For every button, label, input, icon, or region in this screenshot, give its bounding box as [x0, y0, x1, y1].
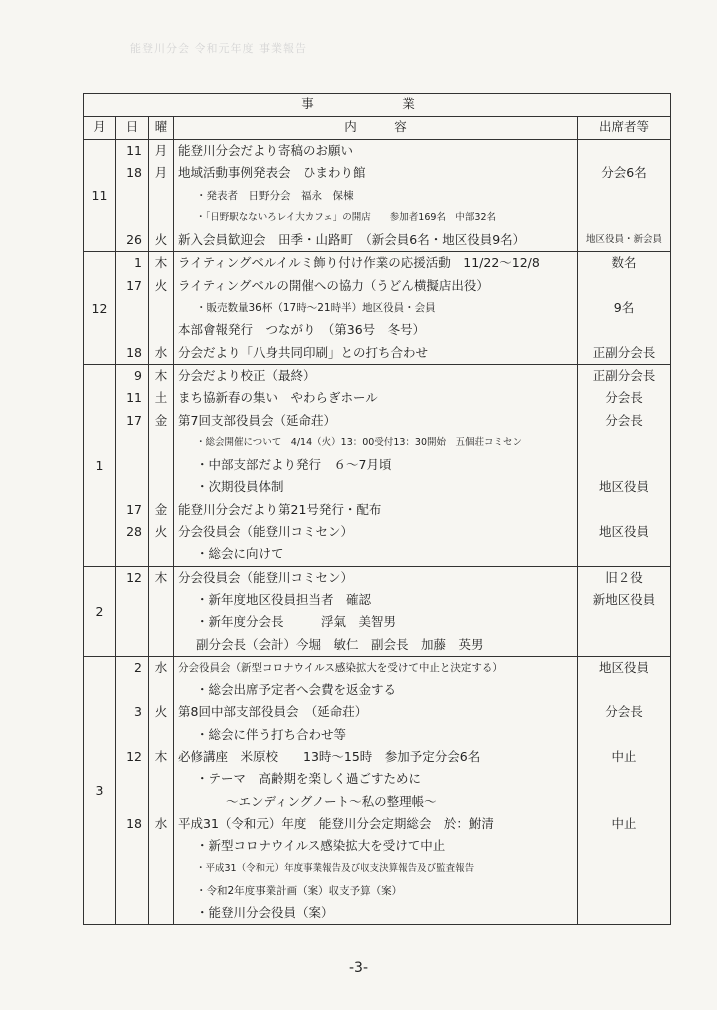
attendees: 中止 [611, 749, 637, 765]
weekday [149, 319, 173, 341]
section-mar [84, 656, 671, 925]
day: 28 [126, 524, 142, 540]
weekday [149, 185, 173, 207]
day: 11 [126, 143, 142, 158]
day: 18 [126, 165, 142, 181]
day [116, 724, 148, 746]
day: 11 [126, 390, 142, 406]
content-line: 第7回支部役員会（延命荘） [178, 412, 336, 428]
attendees: 分会長 [605, 390, 643, 406]
day: 12 [126, 569, 142, 585]
header-attendees: 出席者等 [578, 117, 671, 140]
content-line: ・平成31（令和元）年度事業報告及び収支決算報告及び監査報告 [196, 862, 475, 874]
day: 2 [134, 659, 142, 675]
attendees [578, 768, 670, 790]
attendees [578, 791, 670, 813]
content-line: 分会役員会（能登川コミセン） [178, 524, 354, 540]
month-cell: 3 [84, 656, 116, 925]
day [116, 454, 148, 476]
content-line: ・新年度地区役員担当者 確認 [196, 591, 372, 607]
content-line: 分会役員会（新型コロナウイルス感染拡大を受けて中止と決定する） [178, 661, 503, 674]
attendees [578, 319, 670, 341]
attendees [578, 454, 670, 476]
content-line: ・テーマ 高齢期を楽しく過ごすために [196, 771, 422, 787]
weekday: 月 [154, 143, 168, 158]
content-line: ・令和2年度事業計画（案）収支予算（案） [196, 884, 403, 897]
day: 17 [126, 277, 142, 293]
attendees: 正副分会長 [592, 367, 656, 383]
weekday-cell [149, 656, 174, 925]
attendees: 数名 [611, 255, 637, 271]
header-content: 内 容 [174, 117, 578, 140]
day [116, 791, 148, 813]
weekday [149, 476, 173, 498]
weekday: 水 [154, 344, 168, 360]
weekday [149, 634, 173, 656]
content-line: ・総会開催について 4/14（火）13：00受付13：30開始 五個荘コミセン [196, 436, 522, 448]
header-month: 月 [84, 117, 116, 140]
day [116, 476, 148, 498]
attendees [578, 432, 670, 454]
weekday [149, 902, 173, 924]
attendees: 分会長 [605, 412, 643, 428]
month-cell: 11 [84, 140, 116, 252]
weekday: 金 [154, 501, 168, 517]
table-title: 事 業 [84, 94, 671, 117]
content-line: ・総会出席予定者へ会費を返金する [196, 682, 397, 698]
day [116, 611, 148, 633]
weekday [149, 858, 173, 880]
section-feb [84, 566, 671, 656]
attendees [578, 207, 670, 229]
attendees-cell [578, 656, 671, 925]
content-line: ・次期役員体制 [196, 479, 284, 495]
day [116, 858, 148, 880]
content-line: ・能登川分会役員（案） [196, 905, 334, 921]
content-line: 本部會報発行 つながり （第36号 冬号） [178, 322, 426, 338]
day: 1 [134, 255, 142, 271]
attendees [578, 858, 670, 880]
weekday: 水 [154, 815, 168, 831]
day [116, 634, 148, 656]
weekday: 木 [154, 367, 168, 383]
weekday: 水 [154, 659, 168, 675]
day-cell [116, 364, 149, 566]
attendees [578, 499, 670, 521]
weekday-cell [149, 252, 174, 364]
section-jan [84, 364, 671, 566]
content-line: ライティングベルの開催への協力（うどん横擬店出役） [178, 277, 489, 293]
month-cell: 2 [84, 566, 116, 656]
content-line: 第8回中部支部役員会 （延命荘） [178, 704, 368, 720]
content-cell [174, 566, 578, 656]
attendees [578, 880, 670, 902]
weekday: 木 [154, 749, 168, 765]
attendees [578, 275, 670, 297]
day-cell [116, 656, 149, 925]
weekday [149, 543, 173, 565]
attendees: 9名 [613, 300, 635, 316]
weekday: 火 [154, 524, 168, 540]
day [116, 207, 148, 229]
attendees: 分会6名 [601, 165, 647, 181]
attendees [578, 835, 670, 857]
attendees: 地区役員・新会員 [586, 234, 663, 246]
weekday: 木 [154, 255, 168, 271]
attendees: 中止 [611, 815, 637, 831]
content-line: 副分会長（会計）今堀 敏仁 副会長 加藤 英男 [196, 636, 484, 652]
attendees: 地区役員 [599, 524, 650, 540]
content-line: 能登川分会だより寄稿のお願い [178, 143, 354, 158]
day-cell [116, 566, 149, 656]
content-line: 分会だより校正（最終） [178, 367, 316, 383]
weekday [149, 768, 173, 790]
month-cell: 12 [84, 252, 116, 364]
day: 18 [126, 344, 142, 360]
attendees-cell [578, 140, 671, 252]
attendees [578, 543, 670, 565]
attendees-cell [578, 566, 671, 656]
weekday-cell [149, 566, 174, 656]
content-cell [174, 140, 578, 252]
day: 9 [134, 367, 142, 383]
weekday: 月 [154, 165, 168, 181]
content-line: 新入会員歓迎会 田季・山路町 （新会員6名・地区役員9名） [178, 232, 526, 248]
content-line: 分会役員会（能登川コミセン） [178, 569, 354, 585]
attendees [578, 679, 670, 701]
weekday [149, 724, 173, 746]
attendees-cell [578, 252, 671, 364]
content-line: 地域活動事例発表会 ひまわり館 [178, 165, 366, 181]
attendees: 新地区役員 [592, 591, 656, 607]
day [116, 319, 148, 341]
day-cell [116, 140, 149, 252]
day [116, 297, 148, 319]
content-cell [174, 656, 578, 925]
content-line: 能登川分会だより第21号発行・配布 [178, 501, 382, 517]
faint-header: 能登川分会 令和元年度 事業報告 [130, 42, 307, 55]
day [116, 185, 148, 207]
weekday [149, 297, 173, 319]
section-dec [84, 252, 671, 364]
content-line: ライティングベルイルミ飾り付け作業の応援活動 11/22～12/8 [178, 255, 540, 271]
weekday [149, 432, 173, 454]
content-line: ・新年度分会長 浮氣 美智男 [196, 614, 397, 630]
attendees [578, 611, 670, 633]
day: 3 [134, 704, 142, 720]
content-line: ・中部支部だより発行 ６～7月頃 [196, 457, 392, 473]
weekday [149, 454, 173, 476]
weekday [149, 589, 173, 611]
attendees [578, 634, 670, 656]
day [116, 902, 148, 924]
day [116, 835, 148, 857]
day [116, 432, 148, 454]
attendees [578, 724, 670, 746]
header-day: 日 [116, 117, 149, 140]
day [116, 768, 148, 790]
content-line: 分会だより「八身共同印刷」との打ち合わせ [178, 344, 429, 360]
content-cell [174, 252, 578, 364]
attendees: 旧２役 [605, 569, 643, 585]
page-number: -3- [348, 960, 368, 976]
weekday [149, 679, 173, 701]
weekday [149, 835, 173, 857]
content-line: ・「日野駅なないろレイ大カフェ」の開店 参加者169名 中部32名 [196, 211, 497, 223]
weekday: 火 [154, 232, 168, 248]
attendees: 地区役員 [599, 479, 650, 495]
content-line: ・総会に向けて [196, 546, 284, 562]
content-line: まち協新春の集い やわらぎホール [178, 390, 378, 406]
day: 18 [126, 815, 142, 831]
month-cell: 1 [84, 364, 116, 566]
attendees: 分会長 [605, 704, 643, 720]
weekday-cell [149, 140, 174, 252]
content-line: ・総会に伴う打ち合わせ等 [196, 726, 347, 742]
attendees [578, 902, 670, 924]
day: 17 [126, 501, 142, 517]
day [116, 679, 148, 701]
attendees: 地区役員 [599, 659, 650, 675]
attendees: 正副分会長 [592, 344, 656, 360]
weekday [149, 791, 173, 813]
content-cell [174, 364, 578, 566]
weekday [149, 880, 173, 902]
schedule-table [83, 93, 671, 925]
content-line: ・新型コロナウイルス感染拡大を受けて中止 [196, 838, 446, 854]
weekday: 金 [154, 412, 168, 428]
day [116, 543, 148, 565]
day [116, 880, 148, 902]
weekday: 火 [154, 704, 168, 720]
content-line: 平成31（令和元）年度 能登川分会定期総会 於：鮒清 [178, 815, 494, 831]
section-nov [84, 140, 671, 252]
weekday: 土 [154, 390, 168, 406]
day: 26 [126, 232, 142, 248]
weekday [149, 611, 173, 633]
content-line: ・発表者 日野分会 福永 保棟 [196, 189, 354, 202]
content-line: 必修講座 米原校 13時～15時 参加予定分会6名 [178, 749, 481, 765]
attendees-cell [578, 364, 671, 566]
weekday: 火 [154, 277, 168, 293]
day: 17 [126, 412, 142, 428]
weekday: 木 [154, 569, 168, 585]
attendees [578, 185, 670, 207]
content-line: ～エンディングノート～私の整理帳～ [226, 793, 437, 809]
attendees [578, 140, 670, 162]
header-weekday: 曜 [149, 117, 174, 140]
day [116, 589, 148, 611]
content-line: ・販売数量36杯（17時～21時半）地区役員・会員 [196, 302, 436, 315]
day-cell [116, 252, 149, 364]
weekday-cell [149, 364, 174, 566]
weekday [149, 207, 173, 229]
day: 12 [126, 749, 142, 765]
